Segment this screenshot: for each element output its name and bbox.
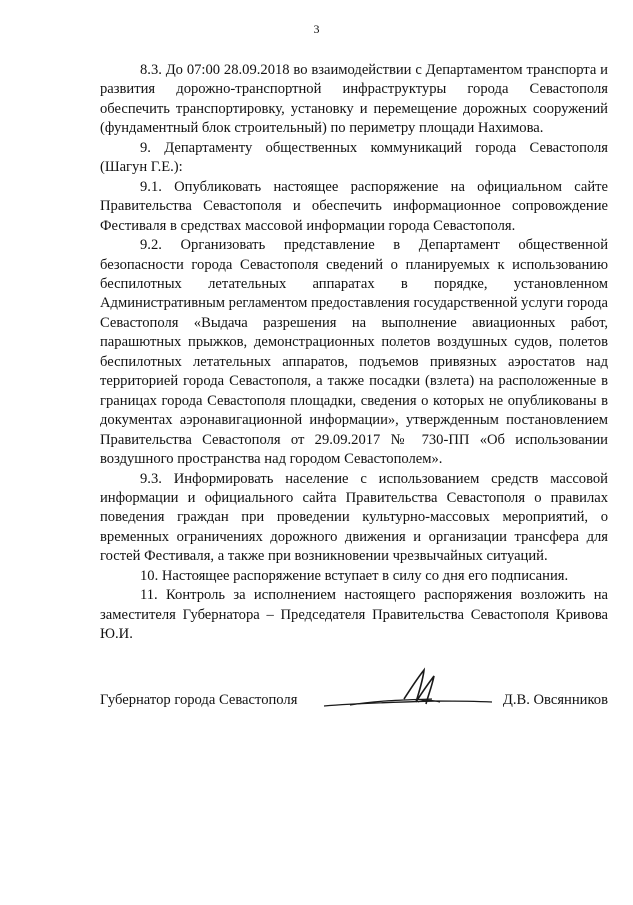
paragraph-8-3: 8.3. До 07:00 28.09.2018 во взаимодействии с Департаментом транспорта и развития дорожно-транспортной инфраструктуры города Севастополя обеспечить транспортировку, установку и перемещение дорожных сооружений (фундаментный блок строительный) по периметру площади Нахимова.: [100, 62, 608, 137]
paragraph-9-1: 9.1. Опубликовать настоящее распоряжение на официальном сайте Правительства Севастополя и обеспечить информационное сопровождение Фестиваля в средствах массовой информации города Севастополя.: [100, 178, 608, 234]
paragraph-9-2: 9.2. Организовать представление в Департамент общественной безопасности города Севастополя сведений о планируемых к использованию беспилотных летательных аппаратах в порядке, установленном Административным регламентом предоставления государственной услуги города Севастополя «Выдача разрешения на выполнение авиационных работ, парашютных прыжков, демонстрационных полетов воздушных судов, полетов беспилотных летательных аппаратов, подъемов привязных аэростатов над территорией города Севастополя, а также посадки (взлета) на расположенные в границах города Севастополя площадки, сведения о которых не опубликованы в документах аэронавигационной информации», утвержденным постановлением Правительства Севастополя от 29.09.2017 № 730-ПП «Об использовании воздушного пространства над городом Севастополем».: [100, 237, 608, 468]
page-number: 3: [313, 22, 320, 36]
paragraph-11: 11. Контроль за исполнением настоящего распоряжения возложить на заместителя Губернатора – Председателя Правительства Севастополя Кривова Ю.И.: [100, 587, 608, 643]
signatory-title: Губернатор города Севастополя: [100, 692, 298, 708]
paragraph-10: 10. Настоящее распоряжение вступает в силу со дня его подписания.: [140, 567, 569, 584]
signatory-name: Д.В. Овсянников: [502, 692, 608, 708]
paragraph-9-3: 9.3. Информировать население с использованием средств массовой информации и официального сайта Правительства Севастополя о правилах поведения граждан при проведении культурно-массовых мероприятий, о временных ограничениях дорожного движения и организации трансфера для гостей Фестиваля, а также при возникновении чрезвычайных ситуаций.: [100, 470, 608, 565]
document-body: [100, 61, 608, 645]
paragraph-9: 9. Департаменту общественных коммуникаций города Севастополя (Шагун Г.Е.):: [100, 139, 608, 176]
signature-block: [100, 692, 608, 714]
handwritten-signature: [320, 666, 495, 714]
